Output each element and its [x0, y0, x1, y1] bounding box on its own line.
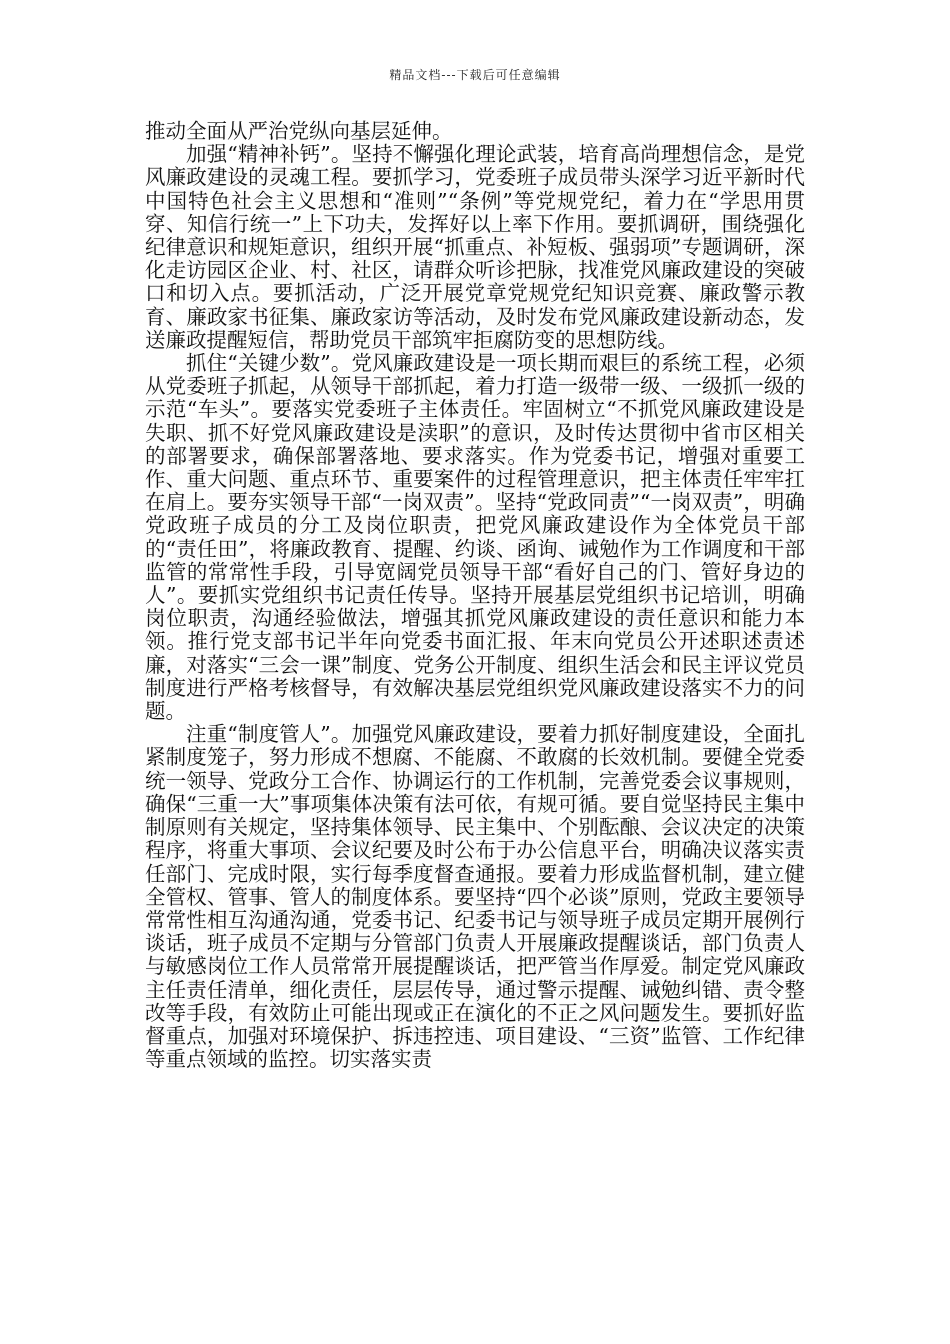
paragraph-system-management: 注重“制度管人”。加强党风廉政建设，要着力抓好制度建设，全面扎紧制度笼子，努力形成不想腐、不能腐、不敢腐的长效机制。要健全党委统一领导、党政分工合作、协调运行的工作机制，完善党委会议事规则，确保“三重一大”事项集体决策有法可依，有规可循。要自觉坚持民主集中制原则有关规定，坚持集体领导、民主集中、个别酝酿、会议决定的决策程序，将重大事项、会议纪要及时公布于办公信息平台，明确决议落实责任部门、完成时限，实行每季度督查通报。要着力形成监督机制，建立健全管权、管事、管人的制度体系。要坚持“四个必谈”原则，党政主要领导常常性相互沟通沟通，党委书记、纪委书记与领导班子成员定期开展例行谈话，班子成员不定期与分管部门负责人开展廉政提醒谈话，部门负责人与敏感岗位工作人员常常开展提醒谈话，把严管当作厚爱。制定党风廉政主任责任清单，细化责任，层层传导，通过警示提醒、诫勉纠错、责令整改等手段，有效防止可能出现或正在演化的不正之风问题发生。要抓好监督重点，加强对环境保护、拆违控违、项目建设、“三资”监管、工作纪律等重点领域的监控。切实落实责	[145, 722, 805, 1072]
paragraph-spiritual-calcium: 加强“精神补钙”。坚持不懈强化理论武装，培育高尚理想信念，是党风廉政建设的灵魂工程。要抓学习，党委班子成员带头深学习近平新时代中国特色社会主义思想和“准则”“条例”等党规党纪，着力在“学思用贯穿、知信行统一”上下功夫，发挥好以上率下作用。要抓调研，围绕强化纪律意识和规矩意识，组织开展“抓重点、补短板、强弱项”专题调研，深化走访园区企业、村、社区，请群众听诊把脉，找准党风廉政建设的突破口和切入点。要抓活动，广泛开展党章党规党纪知识竞赛、廉政警示教育、廉政家书征集、廉政家访等活动，及时发布党风廉政建设新动态，发送廉政提醒短信，帮助党员干部筑牢拒腐防变的思想防线。	[145, 142, 805, 352]
paragraph-key-minority: 抓住“关键少数”。党风廉政建设是一项长期而艰巨的系统工程，必须从党委班子抓起，从领导干部抓起，着力打造一级带一级、一级抓一级的示范“车头”。要落实党委班子主体责任。牢固树立“不抓党风廉政建设是失职、抓不好党风廉政建设是渎职”的意识，及时传达贯彻中省市区相关的部署要求，确保部署落地、要求落实。作为党委书记，增强对重要工作、重大问题、重点环节、重要案件的过程管理意识，把主体责任牢牢扛在肩上。要夯实领导干部“一岗双责”。坚持“党政同责”“一岗双责”，明确党政班子成员的分工及岗位职责，把党风廉政建设作为全体党员干部的“责任田”，将廉政教育、提醒、约谈、函询、诫勉作为工作调度和干部监管的常常性手段，引导宽阔党员领导干部“看好自己的门、管好身边的人”。要抓实党组织书记责任传导。坚持开展基层党组织书记培训，明确岗位职责，沟通经验做法，增强其抓党风廉政建设的责任意识和能力本领。推行党支部书记半年向党委书面汇报、年末向党员公开述职述责述廉，对落实“三会一课”制度、党务公开制度、组织生活会和民主评议党员制度进行严格考核督导，有效解决基层党组织党风廉政建设落实不力的问题。	[145, 351, 805, 724]
paragraph-continuation: 推动全面从严治党纵向基层延伸。	[145, 119, 453, 143]
page-header: 精品文档---下载后可任意编辑	[389, 68, 561, 82]
document-body	[145, 120, 805, 1071]
